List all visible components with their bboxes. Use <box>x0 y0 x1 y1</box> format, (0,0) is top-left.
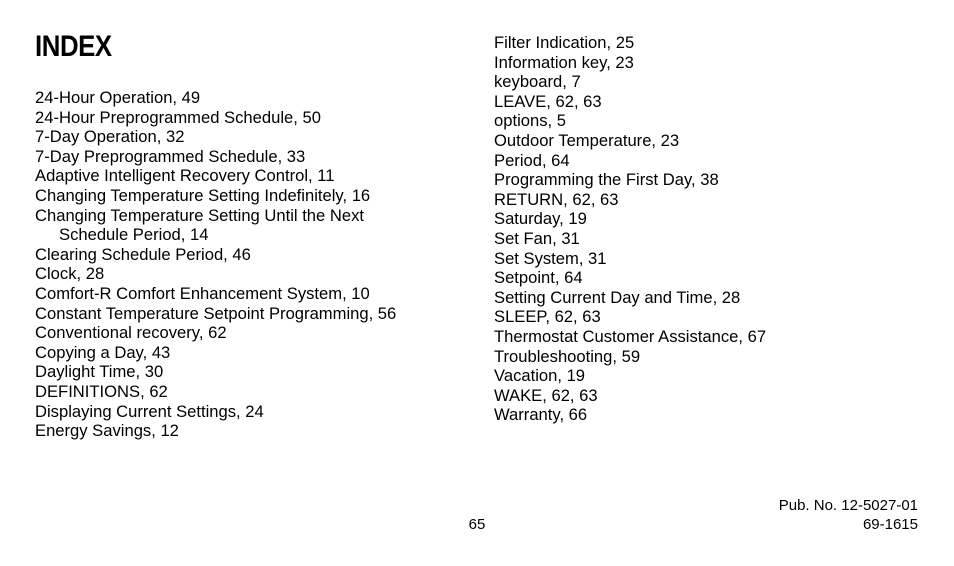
index-entry-text: SLEEP, 62, 63 <box>494 307 601 327</box>
index-entry-continuation: Schedule Period, 14 <box>59 225 209 245</box>
index-entry <box>494 209 914 229</box>
index-entry <box>494 131 914 151</box>
doc-number: 69-1615 <box>862 516 918 533</box>
index-entry-text: keyboard, 7 <box>494 72 581 92</box>
index-entry <box>35 206 475 245</box>
index-entry-text: Filter Indication, 25 <box>494 33 635 52</box>
index-entry-text: Programming the First Day, 38 <box>494 170 719 190</box>
index-column-right <box>494 33 914 425</box>
index-entry <box>494 405 914 425</box>
index-entry <box>494 229 914 249</box>
index-entry-text: Period, 64 <box>494 150 570 170</box>
index-entry-text: Saturday, 19 <box>494 209 587 229</box>
index-entry <box>494 327 914 347</box>
index-entry-text: Clearing Schedule Period, 46 <box>35 244 251 264</box>
index-entry <box>35 245 475 265</box>
index-entry-text: LEAVE, 62, 63 <box>494 91 602 111</box>
index-entry <box>35 264 475 284</box>
index-entry-text: Copying a Day, 43 <box>35 342 171 362</box>
index-entry <box>494 151 914 171</box>
index-entry-text: Constant Temperature Setpoint Programming, 56 <box>35 303 397 323</box>
index-entry <box>494 72 914 92</box>
index-entry-text: Changing Temperature Setting Until the Next <box>35 205 364 225</box>
index-entry <box>494 347 914 367</box>
index-entry <box>35 402 475 422</box>
index-entry <box>35 421 475 441</box>
index-entry <box>494 249 914 269</box>
index-entry-text: Set Fan, 31 <box>494 228 580 248</box>
index-entry-text: RETURN, 62, 63 <box>494 189 619 209</box>
page-number: 65 <box>468 516 486 533</box>
index-entry <box>35 343 475 363</box>
index-entry <box>35 108 475 128</box>
index-entry <box>494 170 914 190</box>
index-entry-text: Adaptive Intelligent Recovery Control, 11 <box>35 166 335 186</box>
index-entry-text: Set System, 31 <box>494 248 607 268</box>
index-entry <box>494 111 914 131</box>
index-entry-text: 7-Day Preprogrammed Schedule, 33 <box>35 146 306 166</box>
index-entry-text: Changing Temperature Setting Indefinitely, 16 <box>35 185 371 205</box>
index-entry <box>35 382 475 402</box>
index-entry-text: Information key, 23 <box>494 52 634 72</box>
index-entry-text: 24-Hour Operation, 49 <box>35 88 201 107</box>
index-entry-text: Vacation, 19 <box>494 366 586 386</box>
index-entry <box>494 53 914 73</box>
index-entry-text: DEFINITIONS, 62 <box>35 381 168 401</box>
page-title: INDEX <box>35 30 112 63</box>
index-entry-text: WAKE, 62, 63 <box>494 385 598 405</box>
index-entry <box>494 190 914 210</box>
index-entry-text: 7-Day Operation, 32 <box>35 127 185 147</box>
index-entry <box>494 288 914 308</box>
index-entry <box>494 92 914 112</box>
index-entry <box>35 304 475 324</box>
publication-info <box>779 496 918 534</box>
index-entry-text: Outdoor Temperature, 23 <box>494 130 680 150</box>
index-entry-text: Setpoint, 64 <box>494 268 583 288</box>
index-entry-text: Daylight Time, 30 <box>35 362 164 382</box>
index-entry <box>494 307 914 327</box>
index-entry <box>35 147 475 167</box>
index-entry <box>494 268 914 288</box>
index-entry <box>35 186 475 206</box>
index-entry-text: Comfort-R Comfort Enhancement System, 10 <box>35 283 370 303</box>
index-entry-text: Thermostat Customer Assistance, 67 <box>494 326 767 346</box>
index-entry-text: Setting Current Day and Time, 28 <box>494 287 741 307</box>
index-entry <box>35 284 475 304</box>
index-entry-text: Energy Savings, 12 <box>35 421 179 441</box>
index-entry-text: Clock, 28 <box>35 264 105 284</box>
index-entry-text: Displaying Current Settings, 24 <box>35 401 264 421</box>
index-entry <box>35 166 475 186</box>
pub-number: Pub. No. 12-5027-01 <box>778 497 918 514</box>
index-entry-text: 24-Hour Preprogrammed Schedule, 50 <box>35 107 321 127</box>
index-entry <box>494 366 914 386</box>
index-entry <box>35 88 475 108</box>
index-entry <box>35 127 475 147</box>
index-entry <box>494 386 914 406</box>
index-entry <box>35 323 475 343</box>
index-column-left <box>35 88 475 441</box>
index-entry-text: options, 5 <box>494 111 566 131</box>
index-entry-text: Warranty, 66 <box>494 405 588 425</box>
index-entry <box>35 362 475 382</box>
index-entry-text: Troubleshooting, 59 <box>494 346 641 366</box>
index-entry-text: Conventional recovery, 62 <box>35 323 227 343</box>
index-entry <box>494 33 914 53</box>
